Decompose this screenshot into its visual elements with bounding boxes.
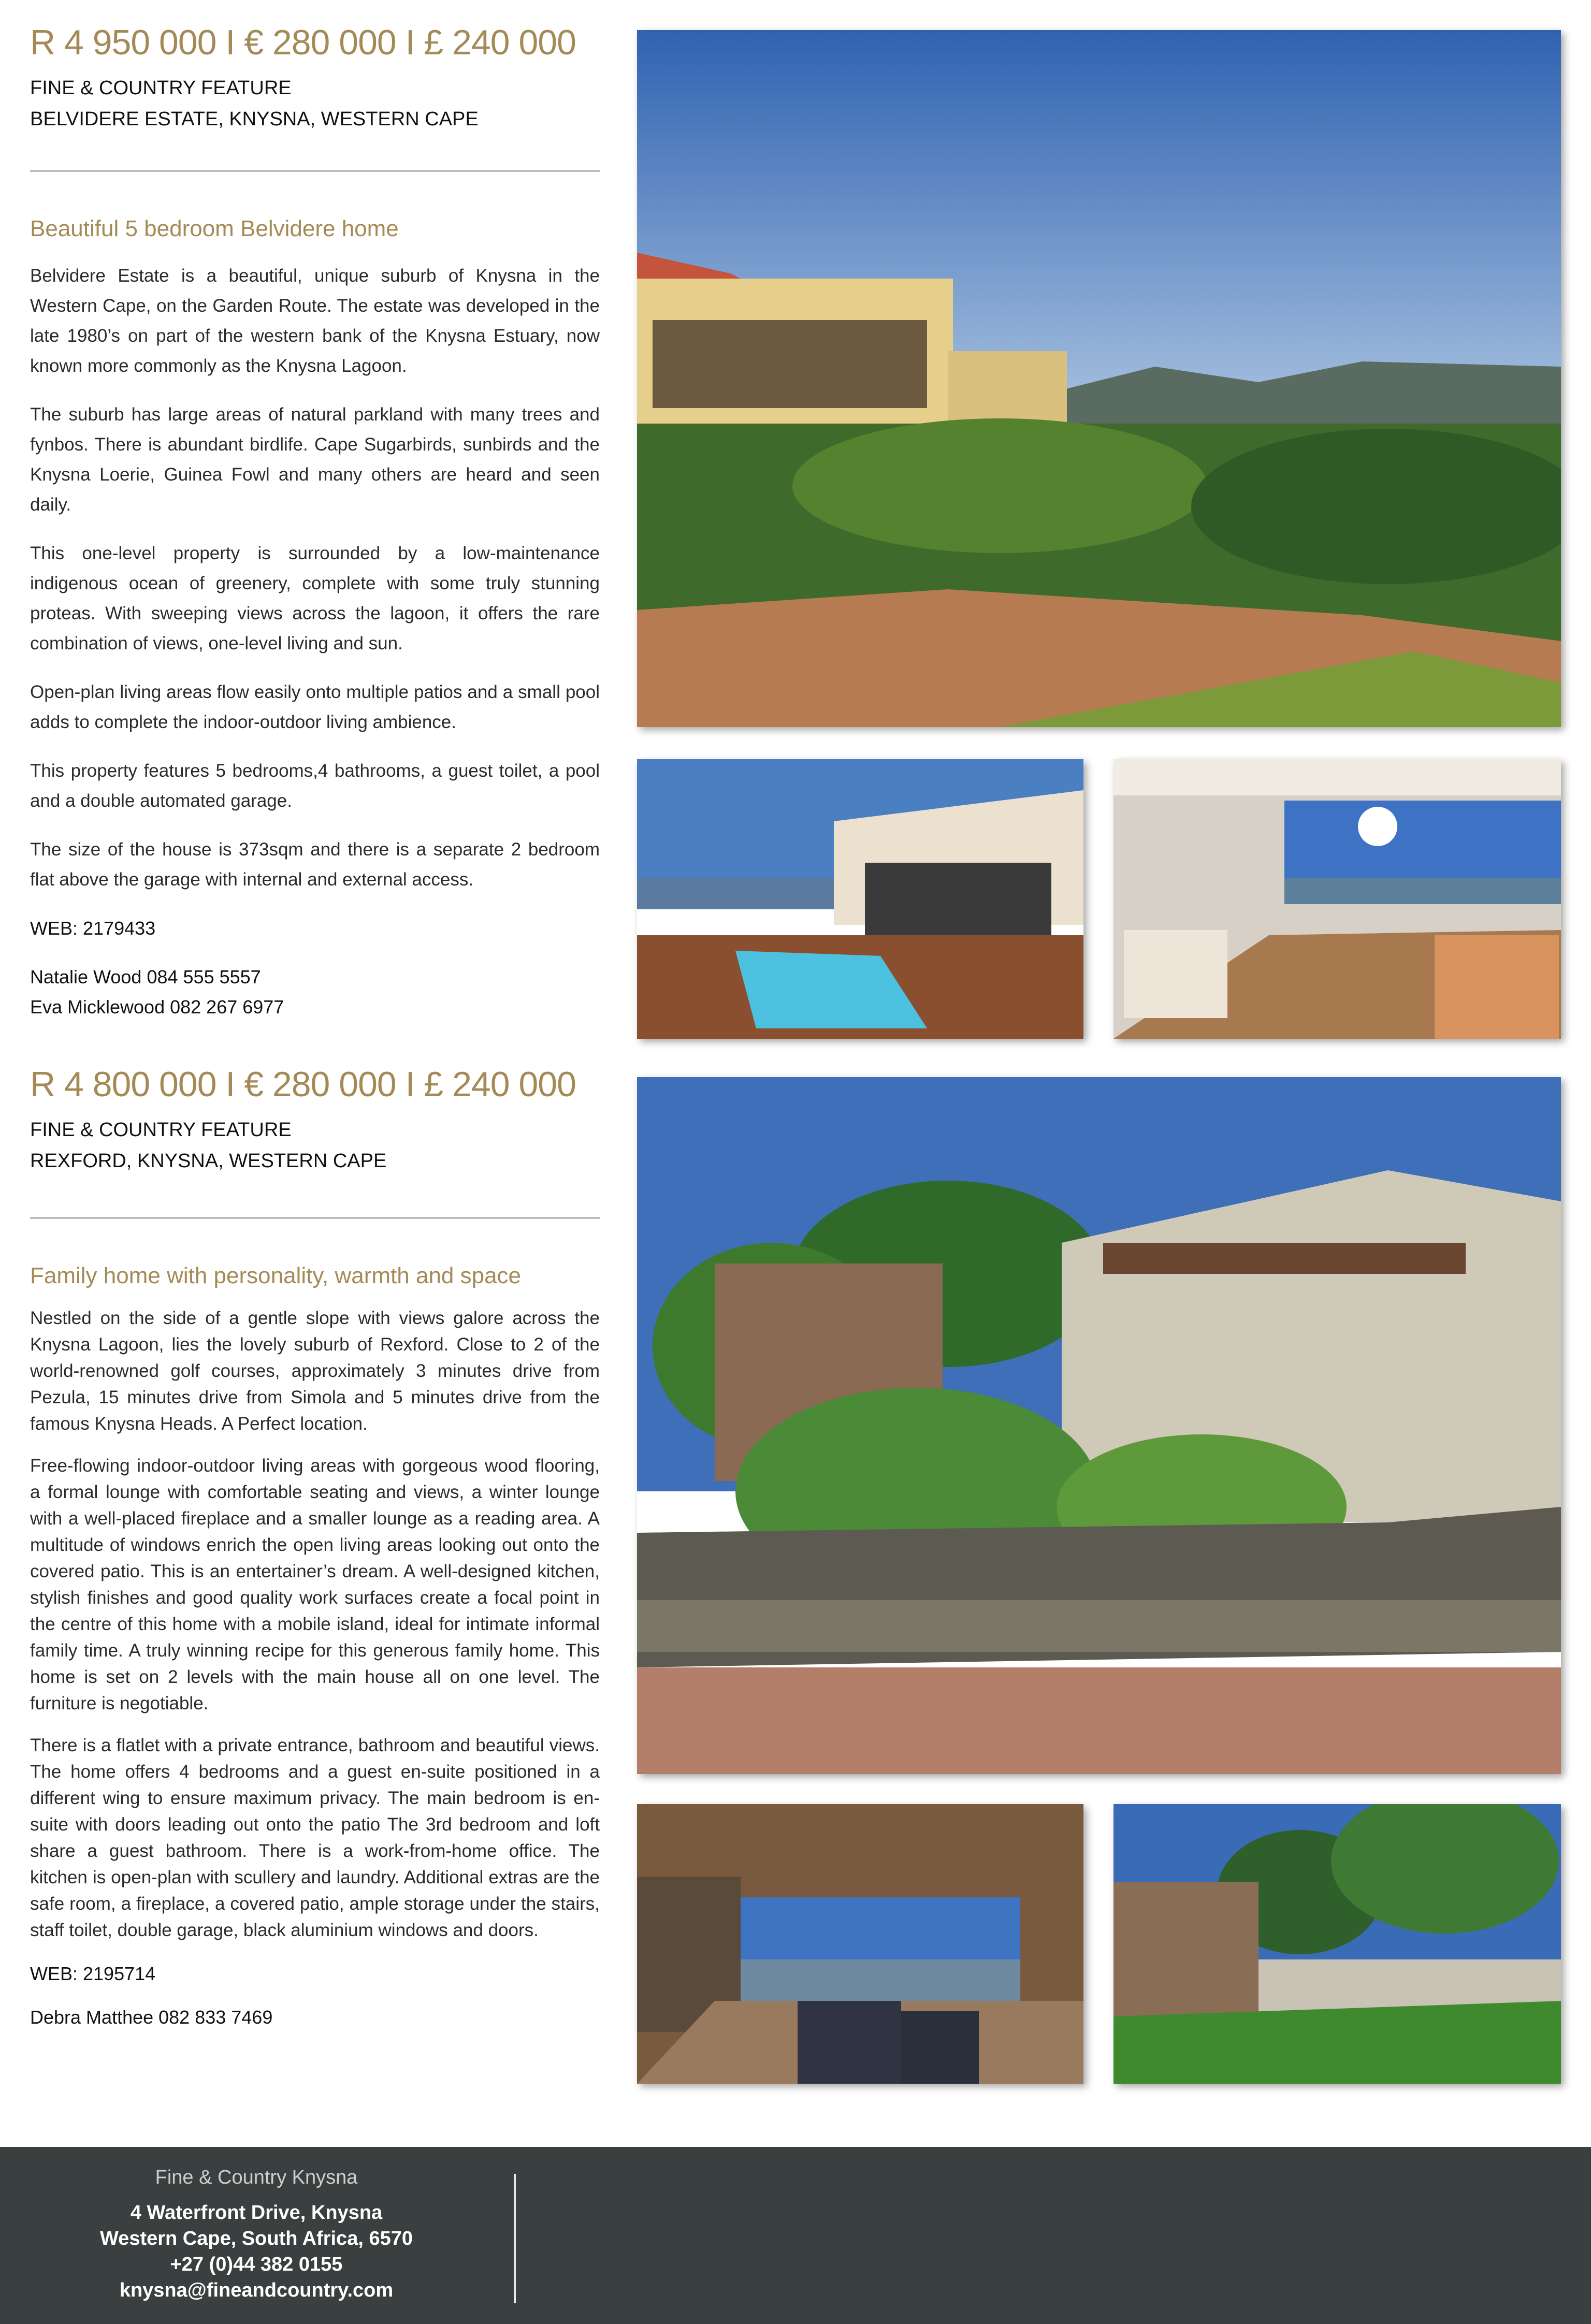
listing-2-feature-label (30, 1114, 600, 1176)
footer-phone: +27 (0)44 382 0155 (170, 2254, 343, 2275)
listing-2-heading: Family home with personality, warmth and space (30, 1263, 522, 1288)
paragraph: The size of the house is 373sqm and there is a separate 2 bedroom flat above the garage with internal and external access. (30, 839, 600, 890)
listing-2-text (30, 1064, 600, 2032)
listing-2-feature: FINE & COUNTRY FEATURE (30, 1119, 292, 1141)
divider (30, 170, 600, 172)
listing-1-text (30, 22, 600, 1022)
listing-1-location: BELVIDERE ESTATE, KNYSNA, WESTERN CAPE (30, 108, 479, 130)
listing-1-pool-photo (637, 759, 1083, 1039)
listing-2-web-ref: WEB: 2195714 (30, 1963, 156, 1984)
paragraph: Belvidere Estate is a beautiful, unique suburb of Knysna in the Western Cape, on the Garden Route. The estate was developed in the late 1980’s on part of the western bank of the Knysna Estuary, now known more commonly as the Knysna Lagoon. (30, 266, 600, 376)
listing-1-feature-label (30, 72, 600, 135)
listing-2-description (30, 1305, 600, 1943)
paragraph: The suburb has large areas of natural parkland with many trees and fynbos. There is abundant birdlife. Cape Sugarbirds, sunbirds and the Knysna Loerie, Guinea Fowl and many others are heard and seen daily. (30, 404, 600, 515)
listing-2-garden-photo (1113, 1804, 1561, 2084)
listing-1-web-ref: WEB: 2179433 (30, 918, 156, 939)
paragraph: Nestled on the side of a gentle slope with views galore across the Knysna Lagoon, lies the lovely suburb of Rexford. Close to 2 of the world-renowned golf courses, approximately 3 minutes drive from Pezula, 15 minutes drive from Simola and 5 minutes drive from the famous Knysna Heads. A Perfect location. (30, 1308, 600, 1434)
paragraph: This property features 5 bedrooms,4 bathrooms, a guest toilet, a pool and a double automated garage. (30, 761, 600, 811)
listing-2-main-photo (637, 1077, 1561, 1774)
listing-2-location: REXFORD, KNYSNA, WESTERN CAPE (30, 1150, 387, 1172)
listing-1-main-photo (637, 30, 1561, 727)
listing-2-price: R 4 800 000 I € 280 000 I £ 240 000 (30, 1065, 576, 1104)
footer-address-line-1: 4 Waterfront Drive, Knysna (130, 2202, 383, 2224)
listing-1-heading: Beautiful 5 bedroom Belvidere home (30, 216, 399, 241)
listing-1-feature: FINE & COUNTRY FEATURE (30, 77, 292, 99)
footer-brand: Fine & Country Knysna (155, 2167, 358, 2188)
footer-divider (514, 2174, 516, 2303)
footer-address-line-2: Western Cape, South Africa, 6570 (100, 2228, 413, 2249)
listing-1-agent: Eva Micklewood 082 267 6977 (30, 996, 284, 1018)
paragraph: Free-flowing indoor-outdoor living areas with gorgeous wood flooring, a formal lounge with comfortable seating and views, a winter lounge with a well-placed fireplace and a smaller lounge as a reading area. A multitude of windows enrich the open living areas looking out onto the covered patio. This is an entertainer’s dream. A well-designed kitchen, stylish finishes and good quality work surfaces create a focal point in the centre of this home with a mobile island, ideal for intimate informal family time. A truly winning recipe for this generous family home. This home is set on 2 levels with the main house all on one level. The furniture is negotiable. (30, 1456, 600, 1713)
footer (0, 2147, 1591, 2324)
listing-1-price: R 4 950 000 I € 280 000 I £ 240 000 (30, 23, 576, 62)
listing-1-description (30, 261, 600, 895)
paragraph: There is a flatlet with a private entrance, bathroom and beautiful views. The home offers 4 bedrooms and a guest en-suite positioned in a different wing to ensure maximum privacy. The main bedroom is en-suite with doors leading out onto the patio The 3rd bedroom and loft share a guest bathroom. There is a work-from-home office. The kitchen is open-plan with scullery and laundry. Additional extras are the safe room, a fireplace, a covered patio, ample storage under the stairs, staff toilet, double garage, black aluminium windows and doors. (30, 1735, 600, 1940)
listing-2-agent: Debra Matthee 082 833 7469 (30, 2007, 273, 2028)
divider (30, 1217, 600, 1219)
paragraph: This one-level property is surrounded by a low-maintenance indigenous ocean of greenery, complete with some truly stunning proteas. With sweeping views across the lagoon, it offers the rare combination of views, one-level living and sun. (30, 543, 600, 653)
listing-1-agent: Natalie Wood 084 555 5557 (30, 966, 261, 987)
footer-email-link[interactable]: knysna@fineandcountry.com (119, 2279, 394, 2301)
paragraph: Open-plan living areas flow easily onto multiple patios and a small pool adds to complete the indoor-outdoor living ambience. (30, 682, 600, 732)
listing-1-patio-photo (1113, 759, 1561, 1039)
listing-2-covered-patio-photo (637, 1804, 1083, 2084)
